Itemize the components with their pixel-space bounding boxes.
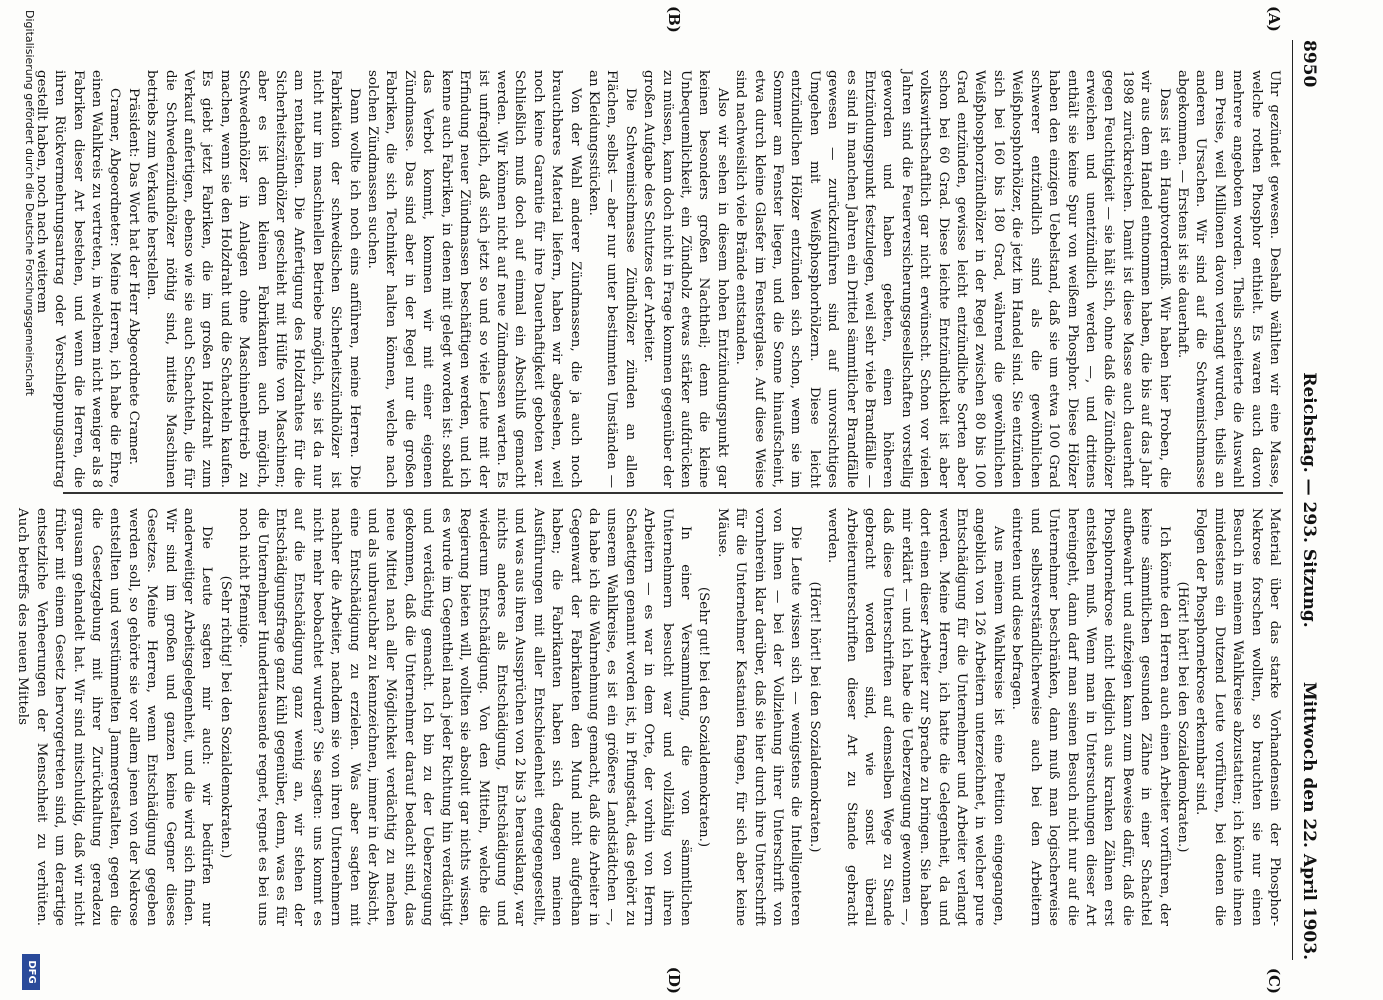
left-paragraph-5: Von der Wahl anderer Zündmassen, die ja auch noch brauchbares Material liefern, haben wir abgesehen, weil noch keine Garantie für ihre Dauerhaftigkeit geboten war. Schließlich muß doch auf einmal ein Abschluß gemacht werden. Wir können nicht auf neue Zündmassen warten. Es ist unfraglich, daß sich jetzt so und so viele Leute mit der Erfindung neuer Zündmassen beschäftigen werden, und ich kenne auch Fabriken, in denen mit gelegt worden ist: sobald das Verbot kommt, kommen wir mit einer eigenen Zündmasse. Das sind aber in der Regel nur die großen Fabriken, die sich Techniker halten können, welche nach solchen Zündmassen suchen. [365, 70, 583, 488]
session-date: Mittwoch den 22. April 1903. [1299, 681, 1319, 960]
page-footer [18, 10, 40, 990]
margin-mark-a: (A) [1265, 6, 1283, 32]
left-paragraph-4: Die Schwemischmasse Zündhölzer zünden an allen Flächen, selbst — aber nur unter bestimmten Umständen — an Kleidungsstücken. [585, 70, 638, 488]
right-paragraph-1: Material über das starke Vorhandensein der Phosphor-Nekrose forschen wollten, so brauchten sie nur einen Besuch in meinem Wahlkreise abzustatten; ich könnte ihnen mindestens ein Dutzend Leute vorführen, bei denen die Folgen der Phosphornekrose erkennbar sind. [1193, 508, 1282, 926]
right-column [15, 508, 1283, 926]
margin-mark-d: (D) [665, 966, 683, 994]
interjection-2: (Hört! hört! bei den Sozialdemokraten.) [806, 581, 822, 853]
interjection-3: (Sehr gut! bei den Sozialdemokraten.) [696, 586, 712, 848]
dfg-logo: DFG [22, 954, 40, 990]
left-paragraph-6: Dann wollte ich noch eins anführen, meine Herren. Die Fabrikation der schwedischen Sicherheitszündhölzer ist nicht nur im maschinellen Betriebe möglich, sie ist da nur am rentabelsten. Die Anfertigung des Holzdrahtes für die Sicherheitszündhölzer geschieht mit Hülfe von Maschinen; aber es ist dem kleinen Fabrikanten auch möglich, Schwedenhölzer in Anlagen ohne Maschinenbetrieb zu machen, wenn sie den Holzdraht und die Schachteln kaufen. Es giebt jetzt Fabriken, die im großen Holzdraht zum Verkauf anfertigen, ebenso wie sie auch Schachteln, die für die Schwedenzündhölzer nöthig sind, mittels Maschinen betriebs zum Verkaufe herstellen. [144, 70, 362, 488]
margin-mark-c: (C) [1265, 967, 1283, 994]
right-paragraph-4: Die Leute wissen sich — wenigstens die Intelligenteren von ihnen — bei der Vollziehung ihrer Unterschrift von vornherein klar darüber, daß sie hier durch ihre Unterschrift für die Unternehmer Kastanien fangen, für sich aber keine Mäuse. [714, 508, 804, 926]
left-column [33, 70, 1283, 488]
margin-mark-b: (B) [665, 6, 683, 33]
interjection-4: (Sehr richtig! bei den Sozialdemokraten.) [217, 575, 233, 859]
page-header [1292, 40, 1323, 960]
right-paragraph-2: Ich könnte den Herren auch einen Arbeiter vorführen, der keine sämmtlichen gesunden Zähne in einer Schachtel aufbewahrt und aufzeigen kann zum Beweise dafür, daß die Phosphornekrose nicht lediglich aus kranken Zähnen erst entstehen muß. Wenn man in Untersuchungen dieser Art hereingeht, dann darf man seinen Besuch nicht nur auf die Unternehmer beschränken, dann muß man logischerweise und selbstverständlicherweise auch bei den Arbeitern eintreten und diese befragen. [1009, 508, 1172, 926]
page-number: 8950 [1299, 40, 1319, 88]
page-title: Reichstag. — 293. Sitzung. [1299, 372, 1319, 628]
digitization-credit: Digitalisierung gefördert durch die Deutsche Forschungsgemeinschaft [23, 10, 36, 396]
left-paragraph-2: Dass ist ein Hauptvorderniß. Wir haben hier Proben, die wir aus dem Handel entnommen haben, die bis auf das Jahr 1898 zurückreichen. Damit ist diese Masse auch dauerhaft gegen Feuchtigkeit — sie hält sich, ohne daß die Zündhölzer erweichen und unentzündlich werden —, und drittens enthält sie keine Spur von weißem Phosphor. Diese Hölzer haben den einzigen Uebelstand, daß sie um etwa 100 Grad schwerer entzündlich sind als die gewöhnlichen Weißphosphorhölzer, die jetzt im Handel sind. Sie entzünden sich bei 160 bis 180 Grad, während die gewöhnlichen Weißphosphorzündhölzer in der Regel zwischen 80 bis 100 Grad entzünden, gewisse leicht entzündliche Sorten aber schon bei 60 Grad. Diese leichte Entzündlichkeit ist aber volkswirthschaftlich gar nicht erwünscht. Schon vor vielen Jahren sind die Feuerversicherungsgesellschaften vorstellig geworden und haben gebeten, einen höheren Entzündungspunkt festzulegen, weil sehr viele Brandfälle — es sind in manchen Jahren ein Drittel sämmtlicher Brandfälle gewesen — zurückzuführen sind auf unvorsichtiges Umgehen mit Weißphosphorhölzern. Diese leicht entzündlichen Hölzer entzünden sich schon, wenn sie im Sommer am Fenster liegen, und die Sonne hinaufscheint, etwa durch kleine Glasfer im Fensterglase. Auf diese Weise sind nachweislich viele Brände entstanden. [733, 70, 1172, 488]
right-paragraph-6: Die Leute sagten mir auch: wir bedürfen nur anderweitiger Arbeitsgelegenheit, und die wird sich finden. Wir sind im großen und ganzen keine Gegner dieses Gesetzes. Meine Herren, wenn Entschädigung gegeben werden soll, so gehörte sie vor allem jenen von der Nekrose entstellten und verstümmelten Jammergestalten, gegen die die Gesetzgebung mit ihrer Zurückhaltung geradezu grausam gehandelt hat. Wir sind mitschuldig, daß wir nicht früher mit einem Gesetz hervorgetreten sind, um derartige entsetzliche Verheerungen der Menschheit zu verhüten. Auch betreffs des neuen Mittels [15, 508, 215, 926]
column-divider [63, 492, 1283, 494]
left-paragraph-3: Also wir sehen in diesem hohen Entzündungspunkt gar keinen besonders großen Nachtheil; denn die kleine Unbequemlichkeit, ein Zündholz etwas stärker aufdrücken zu müssen, kann doch nicht in Frage kommen gegenüber der großen Aufgabe des Schutzes der Arbeiter. [641, 70, 730, 488]
right-paragraph-5: In einer Versammlung, die von sämmtlichen Unternehmern besucht war und vollzählig von ihren Arbeitern — es war in dem Orte, der vorhin von Herrn Schaettgen genannt worden ist, in Pfungstadt, das gehört zu unserem Wahlkreise, es ist ein größeres Landstädtchen —, da habe ich die Wahrnehmung gemacht, daß die Arbeiter in Gegenwart der Fabrikanten den Mund nicht aufgethan haben; die Fabrikanten haben sich dagegen meinen Ausführungen mit aller Entschiedenheit entgegengestellt, und was aus ihren Aussprüchen von 2 bis 3 herausklang, war nichts anderes als Entschädigung, Entschädigung und wiederum Entschädigung. Von den Mitteln, welche die Regierung bieten will, wollten sie absolut gar nichts wissen, es wurde im Gegentheil nach jeder Richtung hin verdächtigt und verdächtig gemacht. Ich bin zu der Ueberzeugung gekommen, daß die Unternehmer darauf bedacht sind, das neue Mittel nach aller Möglichkeit verdächtig zu machen und als unbrauchbar zu kennzeichnen, immer in der Absicht, eine Entschädigung zu erzielen. Was aber sagten mit nachher die Arbeiter, nachdem sie von ihren Unternehmern nicht mehr beobachtet wurden? Sie sagten: uns kommt es auf die Entschädigung ganz wenig an, wir stehen der Entschädigungsfrage ganz kühl gegenüber, denn, was es für die Unternehmer Hunderttausende regnet, regnet es bei uns noch nicht Pfennige. [236, 508, 693, 926]
right-paragraph-3: Aus meinem Wahlkreise ist eine Petition eingegangen, angeblich von 126 Arbeitern unterzeichnet, in welcher pure Entschädigung für die Unternehmer und Arbeiter verlangt werden. Meine Herren, ich hatte die Gelegenheit, da und dort einen dieser Arbeiter zur Sprache zu bringen. Sie haben mir erklärt — und ich habe die Ueberzeugung gewonnen —, daß diese Unterschriften auf demselben Wege zu Stande gebracht worden sind, wie sonst überall Arbeiterunterschriften dieser Art zu Stande gebracht werden. [825, 508, 1006, 926]
speaker-cramer: Cramer, Abgeordneter: Meine Herren, ich habe die Ehre, einen Wahlkreis zu vertreten, in welchem nicht weniger als 8 Fabriken dieser Art bestehen, und wenn die Herren, die ihren Rückvermehrungsantrag oder Verschleppungsantrag gestellt haben, noch nach weiterem [33, 70, 123, 488]
speaker-president: Präsident: Das Wort hat der Herr Abgeordnete Cramer. [125, 88, 141, 466]
left-paragraph-1: Uhr gezündet gewesen. Deshalb wählten wir eine Masse, welche rothen Phosphor enthielt. Es waren auch davon mehrere angeboten worden. Theils scheiterte die Auswahl am Preise, weil Millionen davon verlangt wurden, theils an anderen Ursachen. Wir sind auf die Schwemischmasse abgekommen. — Erstens ist sie dauerhaft. [1174, 70, 1282, 488]
interjection-1: (Hört! hört! bei den Sozialdemokraten.) [1174, 581, 1190, 853]
